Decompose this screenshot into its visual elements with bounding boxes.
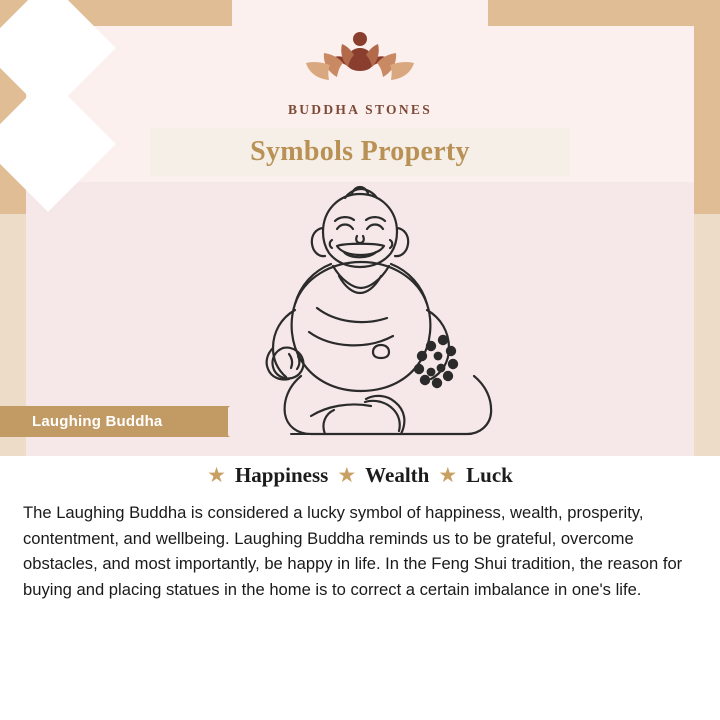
ribbon-label-text: Laughing Buddha	[32, 413, 163, 430]
page-title-band	[150, 128, 570, 176]
hero-side-strip-right	[694, 182, 720, 456]
page-title: Symbols Property	[250, 136, 470, 167]
ribbon-label	[0, 406, 228, 437]
keyword-row	[0, 463, 720, 488]
keyword-wealth: Wealth	[365, 463, 430, 487]
laughing-buddha-illustration	[205, 180, 515, 448]
star-icon: ★	[337, 464, 357, 487]
brand-name: BUDDHA STONES	[287, 102, 433, 117]
ribbon-tail	[212, 406, 230, 437]
keyword-luck: Luck	[466, 463, 513, 487]
lotus-meditation-icon	[286, 22, 434, 96]
description-paragraph: The Laughing Buddha is considered a lucky symbol of happiness, wealth, prosperity, contentment, and wellbeing. Laughing Buddha reminds us to be grateful, overcome obstacles, and most importantly, be happy in life. In the Feng Shui tradition, the reason for buying and placing statues in the home is to correct a certain imbalance in one's life.	[23, 503, 683, 599]
keyword-happiness: Happiness	[234, 463, 329, 487]
star-icon: ★	[438, 464, 458, 487]
brand-logo	[0, 22, 720, 118]
star-icon: ★	[207, 464, 226, 487]
